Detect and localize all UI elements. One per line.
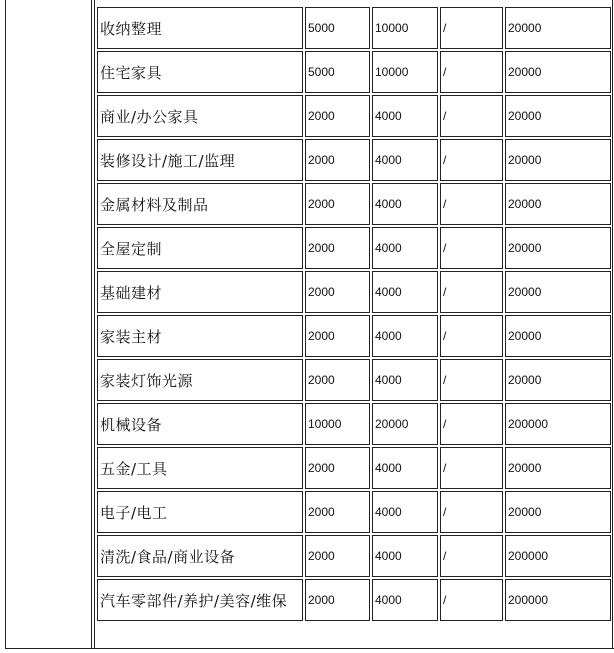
table-row: [97, 315, 611, 357]
value-cell-3: /: [440, 183, 503, 225]
category-cell: 全屋定制: [97, 227, 303, 269]
value-cell-4: 20000: [505, 271, 611, 313]
value-cell-3: /: [440, 403, 503, 445]
left-border-line: [5, 0, 6, 649]
fee-table: [95, 5, 613, 623]
table-row: [97, 491, 611, 533]
value-cell-3: /: [440, 139, 503, 181]
value-cell-3: /: [440, 51, 503, 93]
table-row: [97, 51, 611, 93]
category-cell: 家装主材: [97, 315, 303, 357]
value-cell-3: /: [440, 271, 503, 313]
value-cell-4: 20000: [505, 139, 611, 181]
table-row: [97, 447, 611, 489]
value-cell-1: 2000: [305, 535, 370, 577]
value-cell-2: 4000: [372, 491, 438, 533]
table-row: [97, 359, 611, 401]
value-cell-1: 2000: [305, 447, 370, 489]
value-cell-3: /: [440, 315, 503, 357]
value-cell-1: 2000: [305, 359, 370, 401]
table-row: [97, 227, 611, 269]
table-row: [97, 183, 611, 225]
value-cell-1: 10000: [305, 403, 370, 445]
value-cell-3: /: [440, 7, 503, 49]
value-cell-1: 2000: [305, 271, 370, 313]
value-cell-4: 200000: [505, 403, 611, 445]
value-cell-3: /: [440, 359, 503, 401]
category-cell: 五金/工具: [97, 447, 303, 489]
value-cell-1: 2000: [305, 579, 370, 621]
value-cell-4: 20000: [505, 491, 611, 533]
table-row: [97, 403, 611, 445]
value-cell-1: 2000: [305, 315, 370, 357]
category-cell: 住宅家具: [97, 51, 303, 93]
value-cell-1: 2000: [305, 491, 370, 533]
value-cell-1: 5000: [305, 7, 370, 49]
bottom-border-line: [5, 648, 614, 649]
value-cell-4: 200000: [505, 535, 611, 577]
category-cell: 家装灯饰光源: [97, 359, 303, 401]
value-cell-4: 20000: [505, 315, 611, 357]
value-cell-2: 4000: [372, 579, 438, 621]
category-cell: 清洗/食品/商业设备: [97, 535, 303, 577]
value-cell-1: 2000: [305, 139, 370, 181]
table-row: [97, 139, 611, 181]
category-cell: 装修设计/施工/监理: [97, 139, 303, 181]
value-cell-4: 20000: [505, 7, 611, 49]
value-cell-2: 20000: [372, 403, 438, 445]
fee-table-body: [97, 7, 611, 621]
value-cell-1: 5000: [305, 51, 370, 93]
value-cell-3: /: [440, 491, 503, 533]
value-cell-4: 200000: [505, 579, 611, 621]
value-cell-1: 2000: [305, 183, 370, 225]
category-cell: 收纳整理: [97, 7, 303, 49]
value-cell-3: /: [440, 535, 503, 577]
category-cell: 基础建材: [97, 271, 303, 313]
value-cell-1: 2000: [305, 95, 370, 137]
value-cell-3: /: [440, 227, 503, 269]
value-cell-3: /: [440, 579, 503, 621]
value-cell-4: 20000: [505, 447, 611, 489]
table-row: [97, 95, 611, 137]
category-cell: 商业/办公家具: [97, 95, 303, 137]
value-cell-2: 4000: [372, 359, 438, 401]
value-cell-3: /: [440, 95, 503, 137]
category-cell: 电子/电工: [97, 491, 303, 533]
table-row: [97, 579, 611, 621]
category-cell: 机械设备: [97, 403, 303, 445]
value-cell-4: 20000: [505, 183, 611, 225]
value-cell-4: 20000: [505, 51, 611, 93]
value-cell-2: 4000: [372, 183, 438, 225]
table-row: [97, 271, 611, 313]
value-cell-2: 4000: [372, 139, 438, 181]
category-cell: 金属材料及制品: [97, 183, 303, 225]
value-cell-2: 4000: [372, 315, 438, 357]
value-cell-2: 4000: [372, 95, 438, 137]
merged-column-border: [91, 0, 92, 649]
value-cell-1: 2000: [305, 227, 370, 269]
table-row: [97, 535, 611, 577]
value-cell-2: 10000: [372, 51, 438, 93]
value-cell-4: 20000: [505, 359, 611, 401]
value-cell-3: /: [440, 447, 503, 489]
value-cell-2: 4000: [372, 535, 438, 577]
value-cell-2: 4000: [372, 227, 438, 269]
value-cell-4: 20000: [505, 95, 611, 137]
table-row: [97, 7, 611, 49]
category-cell: 汽车零部件/养护/美容/维保: [97, 579, 303, 621]
value-cell-2: 10000: [372, 7, 438, 49]
value-cell-2: 4000: [372, 271, 438, 313]
value-cell-2: 4000: [372, 447, 438, 489]
value-cell-4: 20000: [505, 227, 611, 269]
